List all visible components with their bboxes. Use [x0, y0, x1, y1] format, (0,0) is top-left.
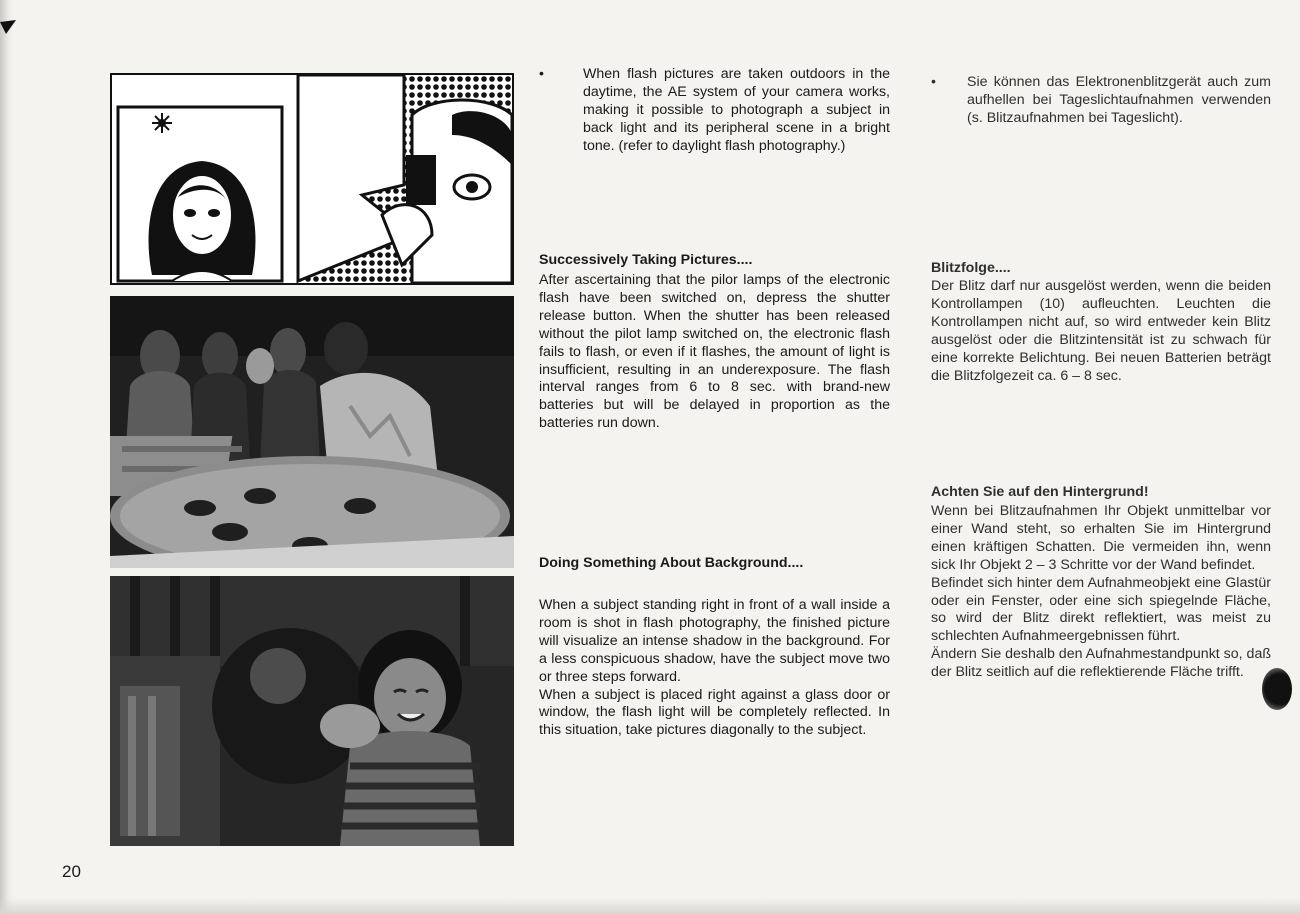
party-photo — [110, 296, 514, 568]
comic-illustration — [110, 73, 514, 285]
english-column — [539, 66, 890, 739]
en-text-background-glass: When a subject is placed right against a glass door or window, the flash light will be completely reflected. In this situation, take pictures diagonally to the subject. — [539, 686, 890, 739]
de-text-hintergrund-wand: Wenn bei Blitzaufnahmen Ihr Objekt unmittelbar vor einer Wand steht, so erhalten Sie im Hintergrund einen kräftigen Schatten. Die vermeiden ihn, wenn sick Ihr Objekt 2 – 3 Schritte vor der Wand befindet. — [931, 503, 1271, 573]
german-column — [931, 74, 1271, 681]
bullet-dot: • — [539, 66, 544, 82]
sun-icon — [152, 113, 172, 133]
de-text-hintergrund-glas: Befindet sich hinter dem Aufnahmeobjekt eine Glastür oder ein Fenster, oder eine sich spiegelnde Fläche, so wird der Blitz direkt reflektiert, was meist zu schlechten Aufnahmeergebnissen führt. — [931, 574, 1271, 645]
de-bullet-paragraph — [931, 74, 1271, 128]
child-photo — [110, 576, 514, 846]
scanner-thumb-artifact — [1262, 668, 1292, 710]
page-bottom-shadow — [0, 898, 1300, 914]
en-text-background-wall: When a subject standing right in front of a wall inside a room is shot in flash photography, the finished picture will visualize an intense shadow in the background. For a less conspicuous shadow, have the subject move two or three steps forward. — [539, 597, 890, 685]
page-edge-shadow — [0, 0, 14, 914]
en-bullet-text: When flash pictures are taken outdoors in the daytime, the AE system of your camera works, making it possible to photograph a subject in back light and its peripheral scene in a bright tone. (refer to daylight flash photography.) — [583, 66, 890, 154]
de-bullet-text: Sie können das Elektronenblitzgerät auch zum aufhellen bei Tageslichtaufnahmen verwenden (s. Blitzaufnahmen bei Tageslicht). — [967, 74, 1271, 126]
en-bullet-paragraph — [539, 66, 890, 156]
de-text-hintergrund-standpunkt: Ändern Sie deshalb den Aufnahmestandpunkt so, daß der Blitz seitlich auf die reflektierende Fläche trifft. — [931, 646, 1271, 681]
en-background-body — [539, 597, 890, 740]
de-text-blitzfolge: Der Blitz darf nur ausgelöst werden, wenn die beiden Kontrollampen (10) aufleuchten. Leuchten die Kontrollampen nicht auf, so wird entweder kein Blitz ausgelöst oder die Blitzintensität ist zu schwach für eine korrekte Belichtung. Bei neuen Batterien beträgt die Blitzfolgezeit ca. 6 – 8 sec. — [931, 278, 1271, 384]
page-number: 20 — [62, 862, 81, 881]
corner-mark — [0, 20, 18, 38]
en-heading-successive: Successively Taking Pictures.... — [539, 252, 753, 268]
de-heading-hintergrund: Achten Sie auf den Hintergrund! — [931, 484, 1149, 500]
en-heading-background: Doing Something About Background.... — [539, 555, 804, 571]
de-hintergrund-body — [931, 503, 1271, 682]
de-heading-blitzfolge: Blitzfolge.... — [931, 260, 1011, 276]
bullet-dot: • — [931, 74, 936, 90]
en-text-successive: After ascertaining that the pilor lamps of the electronic flash have been switched on, depress the shutter release button. When the shutter has been released without the pilot lamp switched on, the electronic flash fails to flash, or even if it flashes, the amount of light is insufficient, resulting in an underexposure. The flash interval ranges from 6 to 8 sec. with brand-new batteries but will be delayed in proportion as the batteries run down. — [539, 272, 890, 432]
